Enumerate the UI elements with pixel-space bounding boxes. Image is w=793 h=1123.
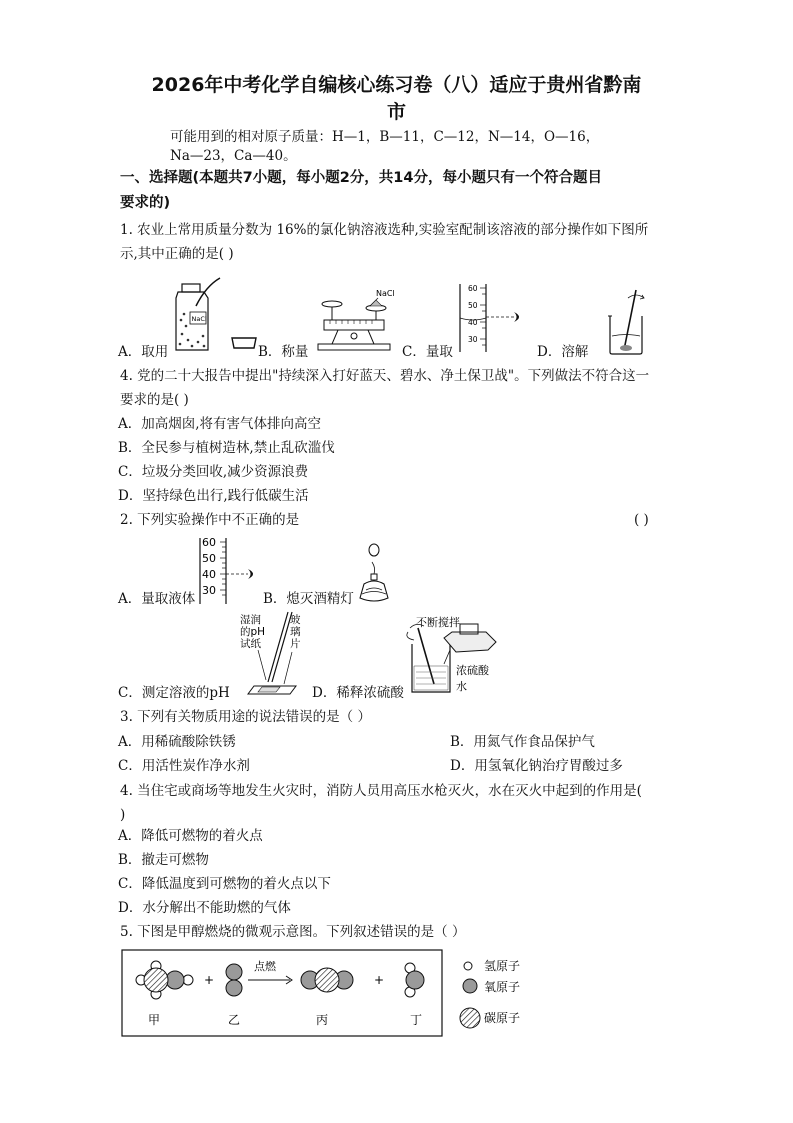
- q4b-option-b: B．撤走可燃物: [118, 852, 209, 868]
- q5-legend-oxygen-swatch: [463, 979, 477, 993]
- q5-diagram-frame: [122, 950, 442, 1036]
- q4b-option-c: C．降低温度到可燃物的着火点以下: [118, 876, 331, 892]
- q5-stem: 5. 下图是甲醇燃烧的微观示意图。下列叙述错误的是（ ）: [120, 924, 466, 940]
- q2-option-c: C．测定溶液的pH: [118, 685, 230, 701]
- q4a-option-d: D．坚持绿色出行,践行低碳生活: [118, 488, 309, 504]
- q1-figure-b-balance: [318, 286, 398, 352]
- q1-figure-c-cylinder: [452, 282, 532, 354]
- q5-legend-hydrogen: 氢原子: [484, 959, 521, 973]
- q2-option-a: A．量取液体: [118, 591, 196, 607]
- q2-figure-c-ph: [236, 612, 306, 698]
- q2-tick-30: 30: [202, 584, 216, 597]
- q5-molecule-co2: [301, 968, 353, 992]
- q2-figure-b-lamp: [356, 544, 396, 606]
- page-title-line2: 市: [386, 101, 406, 123]
- q4b-stem-line2: ): [120, 807, 126, 823]
- q5-label-jia: 甲: [148, 1013, 161, 1027]
- q2-option-b: B．熄灭酒精灯: [263, 591, 354, 607]
- q2-tick-40: 40: [202, 568, 216, 581]
- q5-label-yi: 乙: [228, 1013, 241, 1027]
- q5-reaction-diagram: [120, 944, 540, 1040]
- q1-stem-line2: 示,其中正确的是( ): [120, 246, 234, 262]
- q5-legend-oxygen: 氧原子: [484, 980, 521, 994]
- q3-option-a: A．用稀硫酸除铁锈: [118, 734, 236, 750]
- q2-ph-label-3: 试纸: [240, 638, 261, 650]
- q5-plus-2: +: [374, 973, 385, 987]
- q1-tick-30: 30: [468, 335, 478, 344]
- q2-water-label: 水: [456, 680, 467, 693]
- q1-eye-icon: [514, 312, 519, 322]
- q2-tick-50: 50: [202, 552, 216, 565]
- q2-figure-a-cylinder: [198, 538, 268, 606]
- q2-answer-paren: ( ): [634, 512, 649, 528]
- q4b-stem-line1: 4. 当住宅或商场等地发生火灾时，消防人员用高压水枪灭火，水在灭火中起到的作用是(: [120, 783, 642, 799]
- q1-figure-a-dish: [232, 336, 258, 350]
- q5-condition: 点燃: [254, 960, 276, 973]
- q1-option-c: C．量取: [402, 344, 453, 360]
- q1-balance-label: NaCl: [376, 289, 395, 298]
- q1-stem-line1: 1. 农业上常用质量分数为 16%的氯化钠溶液选种,实验室配制该溶液的部分操作如下图所: [120, 222, 649, 238]
- q2-eye-icon: [248, 569, 253, 579]
- atomic-mass-line2: Na—23，Ca—40。: [170, 148, 297, 164]
- q4b-option-d: D．水分解出不能助燃的气体: [118, 900, 291, 916]
- q5-legend-carbon-swatch: [460, 1008, 480, 1028]
- q2-option-d: D．稀释浓硫酸: [312, 685, 404, 701]
- q4a-option-a: A．加高烟囱,将有害气体排向高空: [118, 416, 322, 432]
- q3-stem: 3. 下列有关物质用途的说法错误的是（ ）: [120, 709, 371, 725]
- q2-glass-label-2: 璃: [290, 626, 301, 638]
- q1-figure-d-beaker: [606, 286, 656, 356]
- q5-molecule-water: [405, 963, 424, 997]
- q1-tick-40: 40: [468, 318, 478, 327]
- q1-bottle-label: NaCl: [191, 315, 207, 323]
- q4b-option-a: A．降低可燃物的着火点: [118, 828, 263, 844]
- q3-option-d: D．用氢氧化钠治疗胃酸过多: [450, 758, 623, 774]
- q4a-option-b: B．全民参与植树造林,禁止乱砍滥伐: [118, 440, 335, 456]
- q2-tick-60: 60: [202, 536, 216, 549]
- q1-option-a: A．取用: [118, 344, 169, 360]
- q5-legend-hydrogen-swatch: [464, 962, 472, 970]
- q1-tick-60: 60: [468, 284, 478, 293]
- q2-glass-label-1: 玻: [290, 614, 301, 626]
- q1-figure-a-bottle: [176, 276, 236, 356]
- q2-acid-label: 浓硫酸: [456, 664, 489, 677]
- q2-ph-label-2: 的pH: [240, 626, 266, 638]
- q2-figure-d-dilution: [404, 614, 508, 698]
- q1-option-d: D．溶解: [537, 344, 589, 360]
- q4a-stem-line1: 4. 党的二十大报告中提出"持续深入打好蓝天、碧水、净土保卫战"。下列做法不符合这一: [120, 368, 650, 384]
- q5-molecule-oxygen: [226, 964, 242, 996]
- q5-molecule-methanol: [136, 961, 193, 999]
- section-header-line1: 一、选择题(本题共7小题，每小题2分，共14分，每小题只有一个符合题目: [120, 170, 602, 186]
- q5-label-bing: 丙: [316, 1013, 329, 1027]
- atomic-mass-line1: 可能用到的相对原子质量：H—1，B—11，C—12，N—14，O—16，: [170, 129, 600, 145]
- section-header-line2: 要求的): [120, 195, 171, 211]
- q5-legend-carbon: 碳原子: [484, 1011, 521, 1025]
- q3-option-b: B．用氮气作食品保护气: [450, 734, 595, 750]
- q4a-stem-line2: 要求的是( ): [120, 392, 189, 408]
- q2-stir-label: 不断搅拌: [416, 616, 460, 629]
- q4a-option-c: C．垃圾分类回收,减少资源浪费: [118, 464, 309, 480]
- q5-label-ding: 丁: [410, 1013, 423, 1027]
- q3-option-c: C．用活性炭作净水剂: [118, 758, 250, 774]
- q2-ph-label-1: 湿润: [240, 614, 261, 626]
- page-title-line1: 2026年中考化学自编核心练习卷（八）适应于贵州省黔南: [151, 74, 642, 96]
- q2-stem: 2. 下列实验操作中不正确的是: [120, 512, 300, 528]
- q1-option-b: B．称量: [258, 344, 309, 360]
- q1-tick-50: 50: [468, 301, 478, 310]
- q5-plus-1: +: [204, 973, 215, 987]
- q2-glass-label-3: 片: [290, 638, 301, 650]
